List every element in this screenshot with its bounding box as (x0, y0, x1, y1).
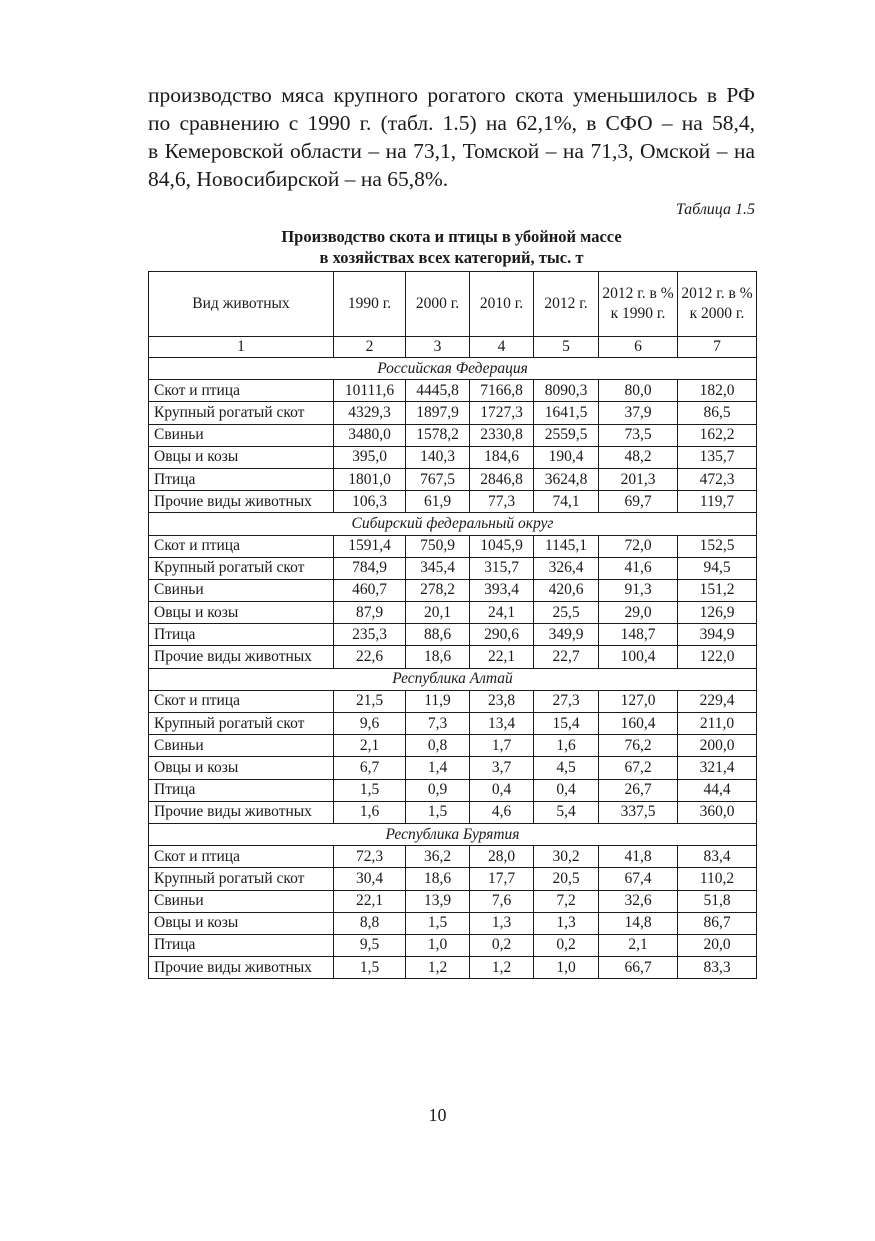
table-label: Таблица 1.5 (675, 201, 755, 218)
row-label: Прочие виды животных (149, 957, 334, 979)
table-cell: 1,0 (534, 957, 599, 979)
table-cell: 1727,3 (470, 402, 534, 424)
table-cell: 2,1 (334, 735, 406, 757)
table-cell: 18,6 (406, 868, 470, 890)
table-cell: 66,7 (599, 957, 678, 979)
table-cell: 3,7 (470, 757, 534, 779)
table-cell: 13,4 (470, 713, 534, 735)
column-header: 2012 г. (534, 272, 599, 337)
table-cell: 61,9 (406, 491, 470, 513)
table-row (149, 402, 757, 424)
table-cell: 29,0 (599, 602, 678, 624)
row-label: Прочие виды животных (149, 646, 334, 668)
table-cell: 48,2 (599, 446, 678, 468)
table-cell: 20,1 (406, 602, 470, 624)
table-cell: 73,5 (599, 424, 678, 446)
table-row (149, 646, 757, 668)
table-cell: 41,6 (599, 557, 678, 579)
table-cell: 32,6 (599, 890, 678, 912)
table-cell: 94,5 (678, 557, 757, 579)
table-cell: 10111,6 (334, 380, 406, 402)
table-cell: 472,3 (678, 468, 757, 490)
table-cell: 1578,2 (406, 424, 470, 446)
row-label: Скот и птица (149, 846, 334, 868)
table-cell: 162,2 (678, 424, 757, 446)
table-cell: 72,3 (334, 846, 406, 868)
paragraph-line: в Кемеровской области – на 73,1, Томской – на 71,3, Омской – на (148, 139, 755, 163)
table-row (149, 535, 757, 557)
table-cell: 1,5 (406, 801, 470, 823)
table-cell: 160,4 (599, 713, 678, 735)
table-cell: 20,5 (534, 868, 599, 890)
table-cell: 21,5 (334, 690, 406, 712)
table-row (149, 690, 757, 712)
table-cell: 784,9 (334, 557, 406, 579)
table-cell: 1641,5 (534, 402, 599, 424)
table-cell: 135,7 (678, 446, 757, 468)
column-header: 2000 г. (406, 272, 470, 337)
table-row (149, 446, 757, 468)
section-title: Сибирский федеральный округ (149, 513, 757, 535)
table-row (149, 602, 757, 624)
column-number: 3 (406, 337, 470, 358)
table-title-line: Производство скота и птицы в убойной массе (281, 227, 622, 246)
table-cell: 393,4 (470, 579, 534, 601)
table-cell: 9,6 (334, 713, 406, 735)
table-cell: 14,8 (599, 912, 678, 934)
table-cell: 0,9 (406, 779, 470, 801)
table-cell: 151,2 (678, 579, 757, 601)
column-number: 1 (149, 337, 334, 358)
column-header: 2012 г. в % к 2000 г. (678, 272, 757, 337)
column-number: 5 (534, 337, 599, 358)
table-row (149, 757, 757, 779)
table-cell: 119,7 (678, 491, 757, 513)
table-cell: 4445,8 (406, 380, 470, 402)
row-label: Крупный рогатый скот (149, 557, 334, 579)
table-cell: 1,0 (406, 934, 470, 956)
table-row (149, 491, 757, 513)
table-cell: 76,2 (599, 735, 678, 757)
table-row (149, 624, 757, 646)
table-cell: 25,5 (534, 602, 599, 624)
table-cell: 4,5 (534, 757, 599, 779)
row-label: Овцы и козы (149, 602, 334, 624)
table-cell: 5,4 (534, 801, 599, 823)
table-cell: 1,6 (534, 735, 599, 757)
table-cell: 18,6 (406, 646, 470, 668)
table-cell: 337,5 (599, 801, 678, 823)
table-cell: 20,0 (678, 934, 757, 956)
table-cell: 87,9 (334, 602, 406, 624)
table-cell: 1,5 (334, 957, 406, 979)
table-cell: 290,6 (470, 624, 534, 646)
table-cell: 6,7 (334, 757, 406, 779)
table-cell: 211,0 (678, 713, 757, 735)
table-cell: 44,4 (678, 779, 757, 801)
row-label: Свиньи (149, 424, 334, 446)
section-header-row (149, 513, 757, 535)
table-cell: 8090,3 (534, 380, 599, 402)
section-header-row (149, 358, 757, 380)
table-row (149, 957, 757, 979)
table-cell: 127,0 (599, 690, 678, 712)
table-title-line: в хозяйствах всех категорий, тыс. т (319, 248, 584, 267)
table-cell: 349,9 (534, 624, 599, 646)
table-row (149, 868, 757, 890)
table-row (149, 735, 757, 757)
table-row (149, 846, 757, 868)
table-cell: 26,7 (599, 779, 678, 801)
table-cell: 74,1 (534, 491, 599, 513)
table-cell: 1045,9 (470, 535, 534, 557)
table-cell: 24,1 (470, 602, 534, 624)
paragraph-line: производство мяса крупного рогатого скота уменьшилось в РФ (148, 83, 755, 107)
table-cell: 315,7 (470, 557, 534, 579)
table-cell: 278,2 (406, 579, 470, 601)
table-cell: 1,2 (406, 957, 470, 979)
table-cell: 22,1 (334, 890, 406, 912)
table-cell: 2846,8 (470, 468, 534, 490)
table-cell: 1801,0 (334, 468, 406, 490)
table-cell: 37,9 (599, 402, 678, 424)
table-row (149, 801, 757, 823)
table-cell: 395,0 (334, 446, 406, 468)
table-cell: 30,4 (334, 868, 406, 890)
table-cell: 30,2 (534, 846, 599, 868)
table-cell: 7,3 (406, 713, 470, 735)
table-cell: 2330,8 (470, 424, 534, 446)
table-cell: 152,5 (678, 535, 757, 557)
table-cell: 0,2 (534, 934, 599, 956)
table-cell: 22,1 (470, 646, 534, 668)
table-cell: 67,2 (599, 757, 678, 779)
table-cell: 27,3 (534, 690, 599, 712)
table-row (149, 468, 757, 490)
row-label: Птица (149, 468, 334, 490)
table-cell: 460,7 (334, 579, 406, 601)
table-cell: 200,0 (678, 735, 757, 757)
section-title: Республика Алтай (149, 668, 757, 690)
row-label: Скот и птица (149, 380, 334, 402)
table-body (149, 272, 757, 979)
table-cell: 36,2 (406, 846, 470, 868)
table-row (149, 424, 757, 446)
table-cell: 1897,9 (406, 402, 470, 424)
column-header: Вид животных (149, 272, 334, 337)
row-label: Свиньи (149, 890, 334, 912)
table-cell: 8,8 (334, 912, 406, 934)
table-cell: 1,6 (334, 801, 406, 823)
column-header: 2010 г. (470, 272, 534, 337)
table-cell: 11,9 (406, 690, 470, 712)
row-label: Скот и птица (149, 535, 334, 557)
table-row (149, 380, 757, 402)
table-cell: 83,3 (678, 957, 757, 979)
table-cell: 17,7 (470, 868, 534, 890)
table-cell: 1,3 (534, 912, 599, 934)
table-row (149, 912, 757, 934)
section-header-row (149, 823, 757, 845)
table-cell: 91,3 (599, 579, 678, 601)
row-label: Скот и птица (149, 690, 334, 712)
column-number: 7 (678, 337, 757, 358)
table-cell: 3624,8 (534, 468, 599, 490)
table-cell: 67,4 (599, 868, 678, 890)
table-cell: 51,8 (678, 890, 757, 912)
table-cell: 148,7 (599, 624, 678, 646)
table-cell: 41,8 (599, 846, 678, 868)
table-cell: 7,6 (470, 890, 534, 912)
table-cell: 140,3 (406, 446, 470, 468)
table-cell: 0,4 (534, 779, 599, 801)
table-cell: 1,2 (470, 957, 534, 979)
row-label: Прочие виды животных (149, 801, 334, 823)
table-cell: 1,5 (334, 779, 406, 801)
table-cell: 184,6 (470, 446, 534, 468)
table-cell: 69,7 (599, 491, 678, 513)
table-cell: 9,5 (334, 934, 406, 956)
table-cell: 321,4 (678, 757, 757, 779)
table-cell: 750,9 (406, 535, 470, 557)
table-cell: 122,0 (678, 646, 757, 668)
table-cell: 182,0 (678, 380, 757, 402)
table-cell: 1,4 (406, 757, 470, 779)
column-number: 2 (334, 337, 406, 358)
table-cell: 1145,1 (534, 535, 599, 557)
table-cell: 360,0 (678, 801, 757, 823)
row-label: Птица (149, 779, 334, 801)
table-row (149, 579, 757, 601)
table-row (149, 934, 757, 956)
section-title: Республика Бурятия (149, 823, 757, 845)
table-cell: 126,9 (678, 602, 757, 624)
table-cell: 86,5 (678, 402, 757, 424)
table-cell: 106,3 (334, 491, 406, 513)
table-cell: 2559,5 (534, 424, 599, 446)
row-label: Свиньи (149, 735, 334, 757)
row-label: Свиньи (149, 579, 334, 601)
data-table (148, 271, 757, 979)
table-cell: 201,3 (599, 468, 678, 490)
section-title: Российская Федерация (149, 358, 757, 380)
table-cell: 1,5 (406, 912, 470, 934)
table-cell: 83,4 (678, 846, 757, 868)
table-header-row (149, 272, 757, 337)
table-cell: 72,0 (599, 535, 678, 557)
table-cell: 86,7 (678, 912, 757, 934)
table-cell: 1591,4 (334, 535, 406, 557)
table-cell: 420,6 (534, 579, 599, 601)
table-cell: 22,6 (334, 646, 406, 668)
row-label: Овцы и козы (149, 757, 334, 779)
table-cell: 110,2 (678, 868, 757, 890)
paragraph-line: по сравнению с 1990 г. (табл. 1.5) на 62,1%, в СФО – на 58,4, (148, 111, 755, 135)
body-paragraph (148, 81, 755, 193)
table-cell: 229,4 (678, 690, 757, 712)
table-cell: 0,4 (470, 779, 534, 801)
table-cell: 2,1 (599, 934, 678, 956)
table-cell: 7,2 (534, 890, 599, 912)
section-header-row (149, 668, 757, 690)
table-cell: 77,3 (470, 491, 534, 513)
table-row (149, 713, 757, 735)
table-cell: 326,4 (534, 557, 599, 579)
table-cell: 23,8 (470, 690, 534, 712)
table-cell: 100,4 (599, 646, 678, 668)
table-title (148, 226, 755, 268)
table-row (149, 557, 757, 579)
row-label: Крупный рогатый скот (149, 868, 334, 890)
table-cell: 13,9 (406, 890, 470, 912)
table-cell: 1,7 (470, 735, 534, 757)
column-header: 2012 г. в % к 1990 г. (599, 272, 678, 337)
table-cell: 7166,8 (470, 380, 534, 402)
table-cell: 1,3 (470, 912, 534, 934)
table-cell: 4329,3 (334, 402, 406, 424)
paragraph-line: 84,6, Новосибирской – на 65,8%. (148, 167, 449, 191)
table-cell: 767,5 (406, 468, 470, 490)
table-cell: 22,7 (534, 646, 599, 668)
row-label: Овцы и козы (149, 912, 334, 934)
table-cell: 190,4 (534, 446, 599, 468)
column-number: 4 (470, 337, 534, 358)
table-row (149, 890, 757, 912)
table-cell: 345,4 (406, 557, 470, 579)
row-label: Птица (149, 624, 334, 646)
table-cell: 80,0 (599, 380, 678, 402)
row-label: Крупный рогатый скот (149, 402, 334, 424)
table-cell: 0,2 (470, 934, 534, 956)
page-number: 10 (428, 1105, 447, 1125)
table-cell: 88,6 (406, 624, 470, 646)
row-label: Овцы и козы (149, 446, 334, 468)
column-header: 1990 г. (334, 272, 406, 337)
table-cell: 28,0 (470, 846, 534, 868)
table-cell: 394,9 (678, 624, 757, 646)
row-label: Прочие виды животных (149, 491, 334, 513)
table-cell: 3480,0 (334, 424, 406, 446)
table-cell: 4,6 (470, 801, 534, 823)
table-row (149, 779, 757, 801)
table-cell: 0,8 (406, 735, 470, 757)
table-cell: 235,3 (334, 624, 406, 646)
row-label: Крупный рогатый скот (149, 713, 334, 735)
table-cell: 15,4 (534, 713, 599, 735)
column-number-row (149, 337, 757, 358)
row-label: Птица (149, 934, 334, 956)
column-number: 6 (599, 337, 678, 358)
